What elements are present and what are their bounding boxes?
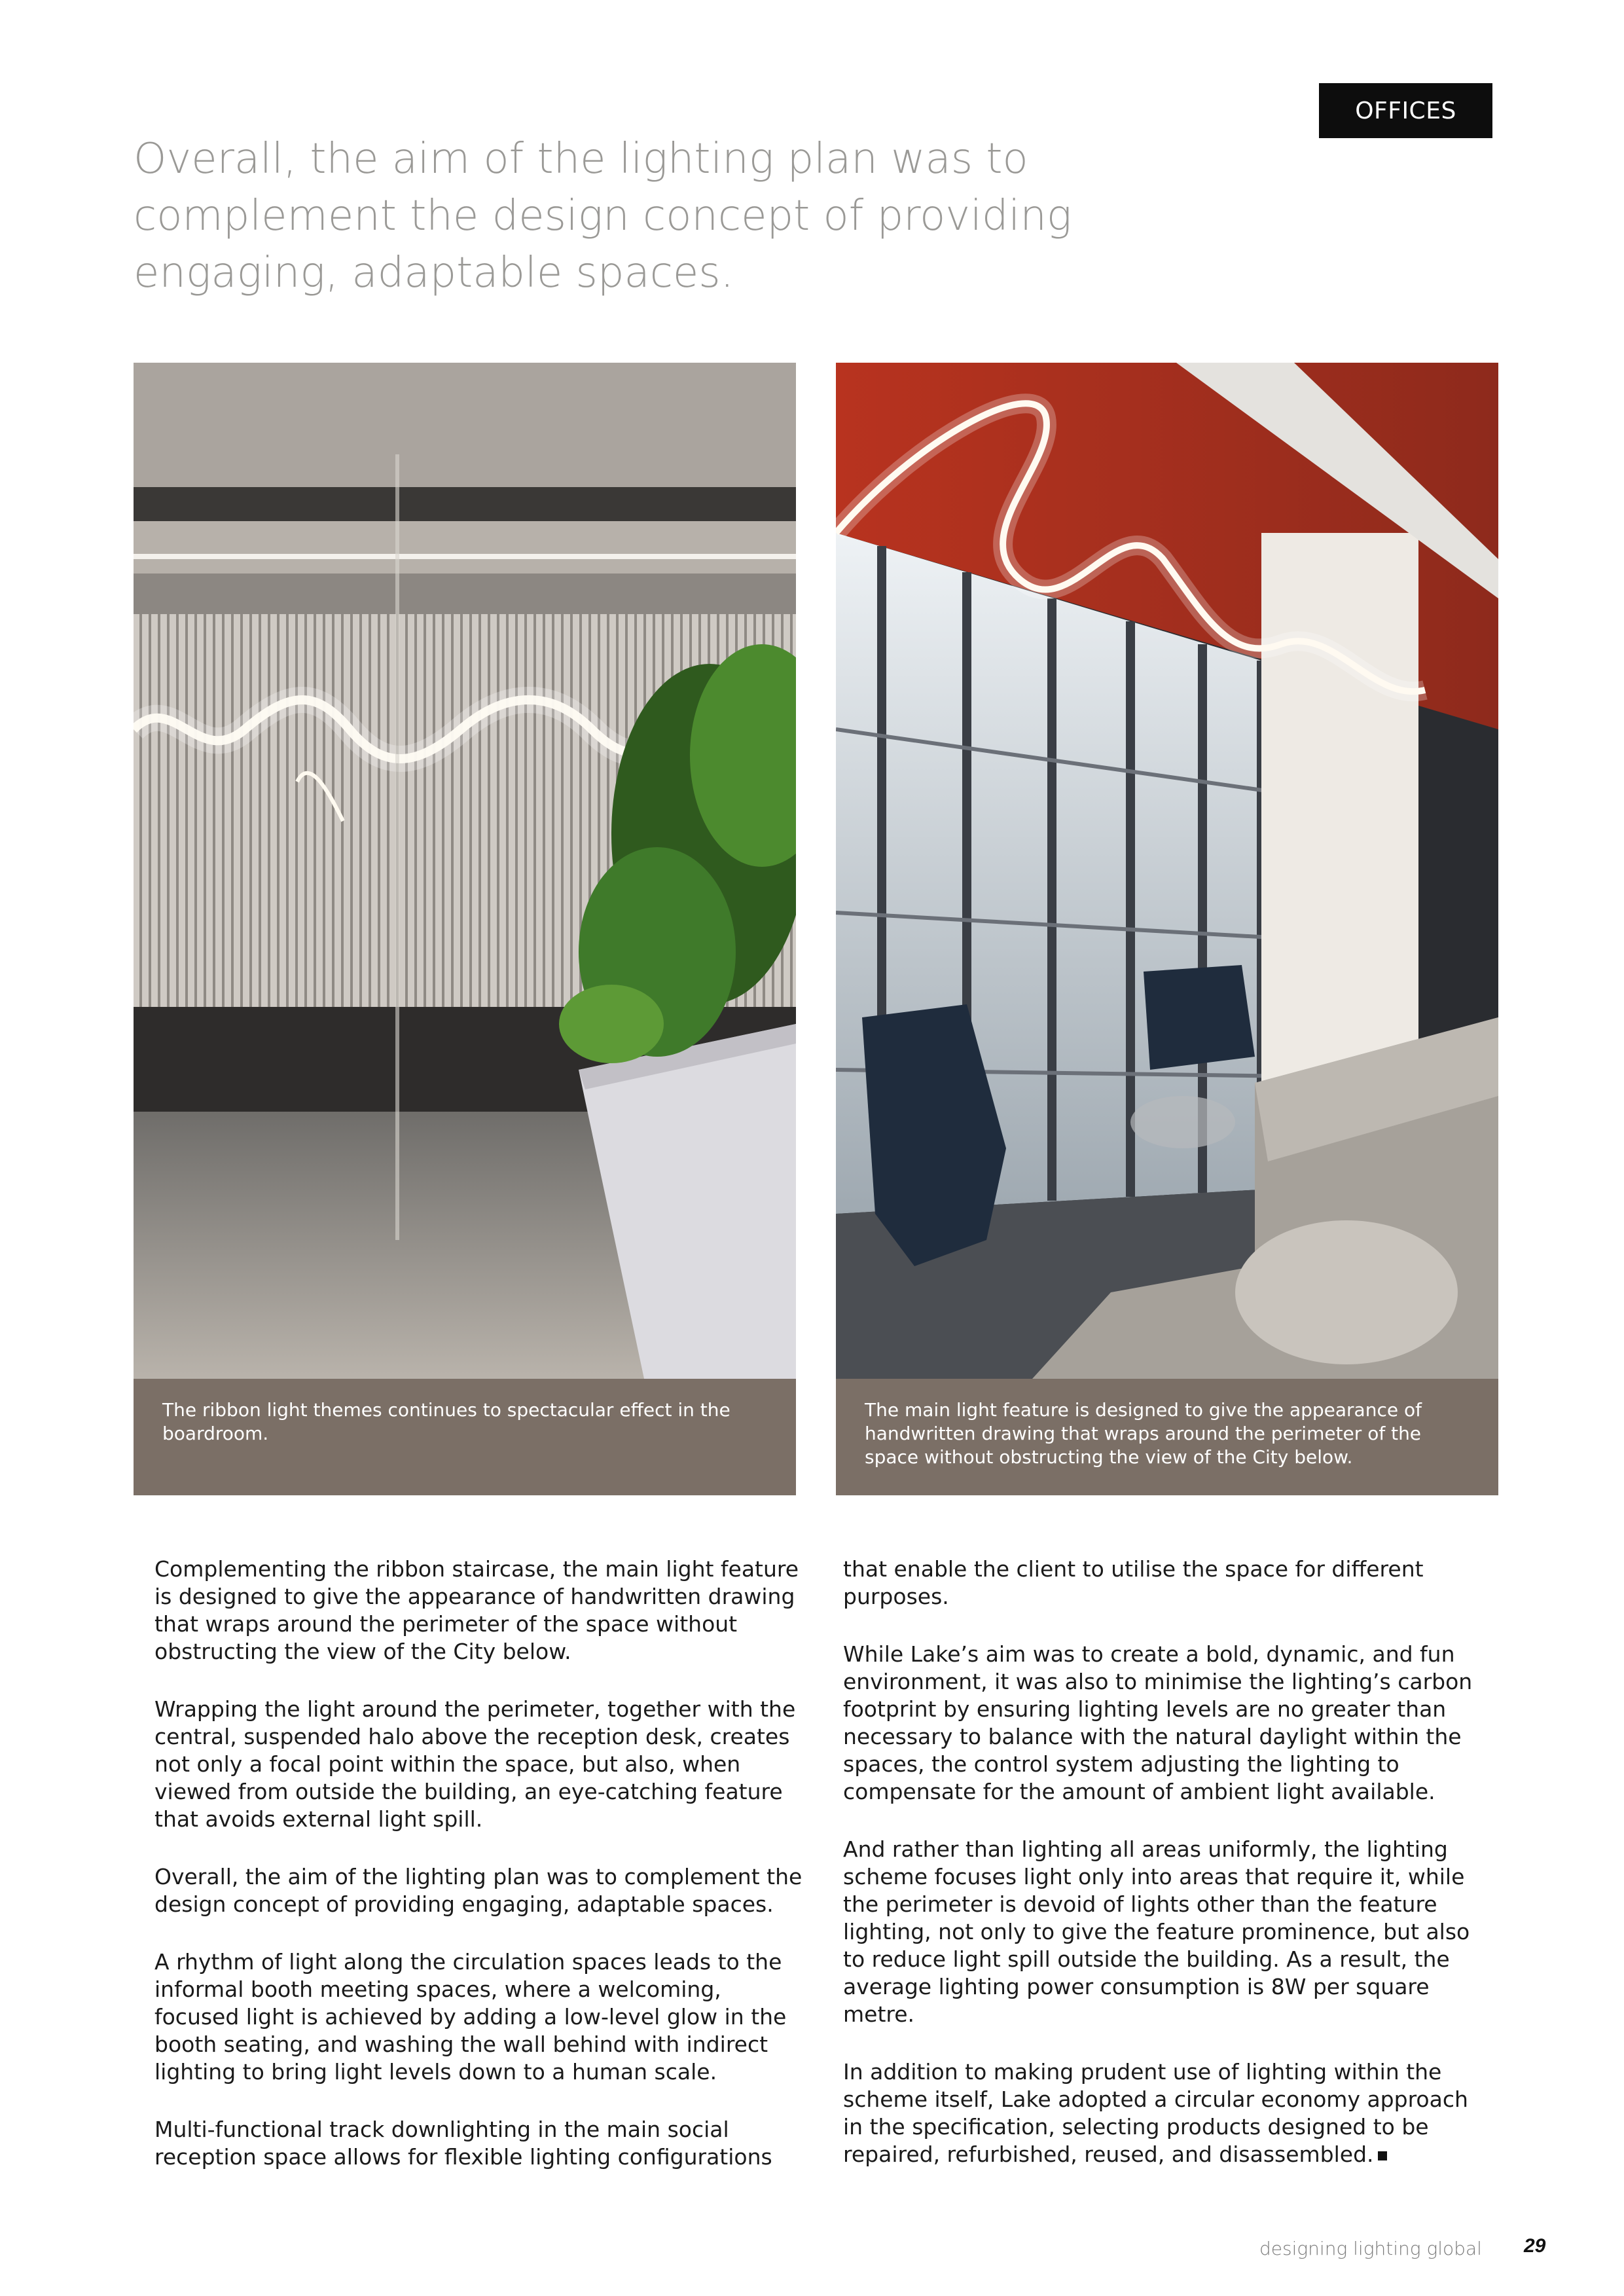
final-paragraph-text: In addition to making prudent use of lighting within the scheme itself, Lake adopted a circular economy approach in the specification, selecting products designed to be repaired, refurbished, reused, and disassembled. (843, 2059, 1468, 2167)
body-paragraph: Wrapping the light around the perimeter, together with the central, suspended halo above the reception desk, creates not only a focal point within the space, but also, when viewed from outside the building, an eye-catching feature that avoids external light spill. (154, 1696, 796, 1832)
pull-quote: Overall, the aim of the lighting plan was to complement the design concept of providing engaging, adaptable spaces. (134, 135, 1072, 297)
body-paragraph-final (843, 2058, 1491, 2168)
page-number: 29 (1524, 2235, 1546, 2257)
boardroom-photo (134, 363, 796, 1379)
body-paragraph: While Lake’s aim was to create a bold, dynamic, and fun environment, it was also to minimise the lighting’s carbon footprint by ensuring lighting levels are no greater than necessary to balance with the natural daylight within the spaces, the control system adjusting the lighting to compensate for the amount of ambient light available. (843, 1641, 1473, 1804)
body-column-right (843, 1556, 1491, 2198)
lounge-photo (836, 363, 1498, 1379)
body-paragraph: that enable the client to utilise the space for different purposes. (843, 1556, 1424, 1609)
caption-right: The main light feature is designed to give the appearance of handwritten drawing that wraps around the perimeter of the space without obstructing the view of the City below. (836, 1379, 1498, 1495)
body-column-left (154, 1556, 803, 2201)
body-paragraph: Overall, the aim of the lighting plan was to complement the design concept of providing engaging, adaptable spaces. (154, 1864, 803, 1917)
body-paragraph: And rather than lighting all areas uniformly, the lighting scheme focuses light only into areas that require it, while the perimeter is devoid of lights other than the feature lighting, not only to give the feature prominence, but also to reduce light spill outside the building. As a result, the average lighting power consumption is 8W per square metre. (843, 1836, 1470, 2027)
body-paragraph: A rhythm of light along the circulation spaces leads to the informal booth meeting spaces, where a welcoming, focused light is achieved by adding a low-level glow in the booth seating, and washing the wall behind with indirect lighting to bring light levels down to a human scale. (154, 1949, 787, 2085)
footer-publication: designing lighting global (1259, 2238, 1482, 2259)
body-paragraph: Multi-functional track downlighting in the main social reception space allows for flexible lighting configurations (154, 2117, 772, 2170)
caption-left: The ribbon light themes continues to spectacular effect in the boardroom. (134, 1379, 796, 1495)
section-tag: OFFICES (1319, 83, 1492, 138)
body-paragraph: Complementing the ribbon staircase, the main light feature is designed to give the appearance of handwritten drawing that wraps around the perimeter of the space without obstructing the view of the City below. (154, 1556, 799, 1664)
end-of-article-mark (1378, 2151, 1387, 2160)
